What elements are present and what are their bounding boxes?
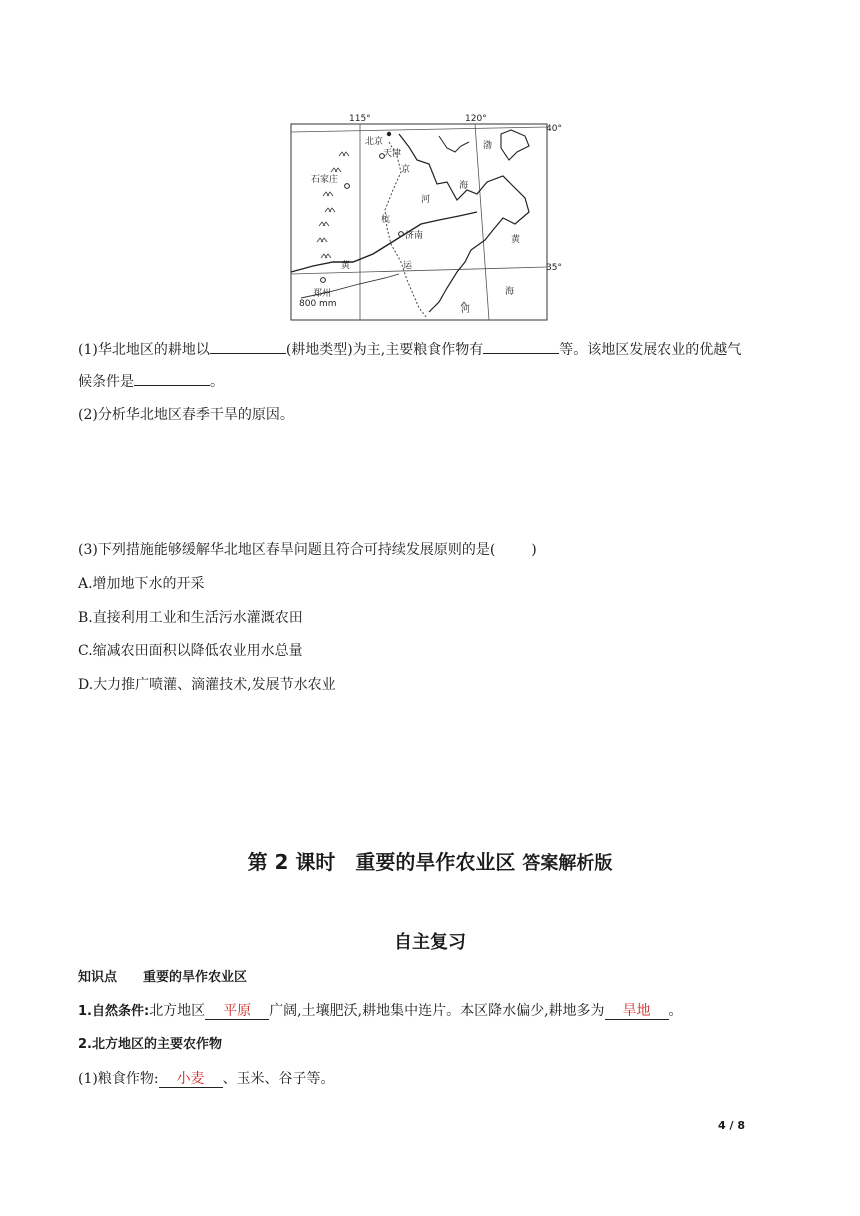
question-2: (2)分析华北地区春季干旱的原因。 [78, 407, 294, 423]
city-zhengzhou: 郑州 [313, 289, 332, 299]
lesson-subtitle: 答案解析版 [522, 853, 613, 874]
answer-plain: 平原 [205, 1003, 269, 1020]
item-1: 1.自然条件:北方地区 平原 广阔,土壤肥沃,耕地集中连片。本区降水偏少,耕地多为 旱地 。 [78, 1003, 683, 1019]
canal-char-4: 河 [421, 195, 431, 205]
yellow-river-char-1: 黄 [341, 261, 351, 271]
answer-blank-farmland-type[interactable] [210, 338, 286, 354]
city-tianjin: 天津 [383, 149, 402, 159]
answer-blank-climate[interactable] [134, 370, 210, 386]
item-2-1: (1)粮食作物: 小麦 、玉米、谷子等。 [78, 1071, 335, 1087]
answer-wheat: 小麦 [159, 1071, 223, 1088]
city-shijiazhuang: 石家庄 [311, 175, 339, 185]
lon-115-label: 115° [349, 114, 371, 124]
section-title: 自主复习 [394, 932, 466, 953]
answer-blank-crops[interactable] [483, 338, 559, 354]
canal-char-1: 京 [401, 165, 411, 175]
option-c: C.缩减农田面积以降低农业用水总量 [78, 643, 303, 659]
lat-35-label: 35° [546, 263, 562, 273]
canal-char-2: 杭 [381, 215, 391, 225]
question-1-line-2: 候条件是 。 [78, 370, 224, 392]
question-3-stem: (3)下列措施能够缓解华北地区春旱问题且符合可持续发展原则的是( ) [78, 542, 537, 558]
item-2-heading: 2.北方地区的主要农作物 [78, 1037, 222, 1052]
knowledge-point-heading: 知识点 重要的旱作农业区 [78, 970, 248, 985]
option-d: D.大力推广喷灌、滴灌技术,发展节水农业 [78, 677, 336, 693]
lesson-title: 第 2 课时 重要的旱作农业区 答案解析版 [247, 850, 613, 874]
north-china-map [289, 112, 569, 324]
yellow-sea-char-1: 黄 [511, 235, 521, 245]
question-1-line-1: (1)华北地区的耕地以 (耕地类型)为主,主要粮食作物有 等。该地区发展农业的优越气 [78, 338, 741, 360]
bohai-char-2: 海 [459, 181, 469, 191]
canal-char-3: 运 [403, 261, 413, 271]
lat-40-label: 40° [546, 124, 562, 134]
bohai-char-1: 渤 [483, 141, 493, 151]
option-a: A.增加地下水的开采 [78, 576, 205, 592]
city-beijing: 北京 [365, 137, 384, 147]
option-b: B.直接利用工业和生活污水灌溉农田 [78, 610, 303, 626]
yellow-river-char-2: 河 [461, 305, 471, 315]
isohyet-label: 800 mm [299, 299, 337, 309]
yellow-sea-char-2: 海 [505, 287, 515, 297]
city-jinan: 济南 [405, 231, 424, 241]
answer-dryland: 旱地 [605, 1003, 669, 1020]
page-number: 4 / 8 [718, 1119, 745, 1132]
lon-120-label: 120° [465, 114, 487, 124]
